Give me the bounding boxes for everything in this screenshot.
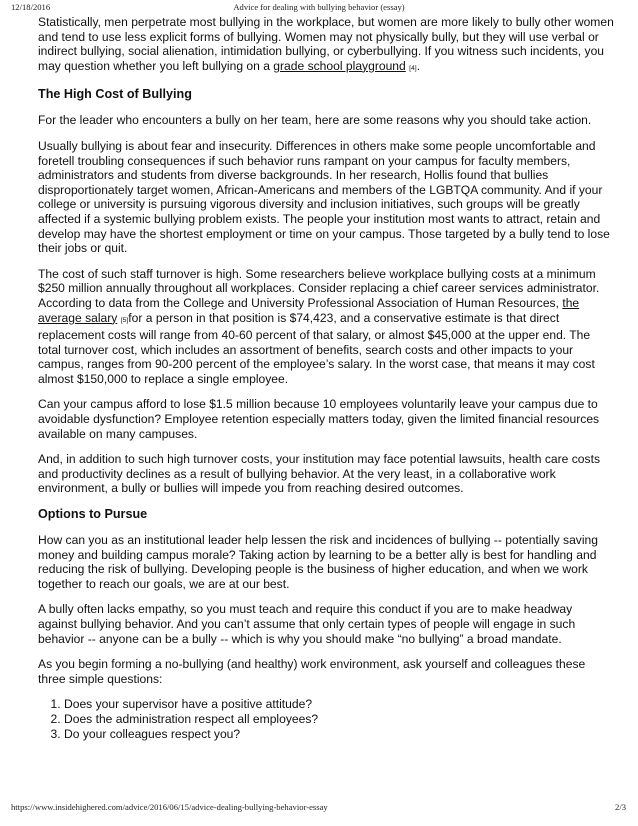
page-number: 2/3: [615, 802, 626, 812]
paragraph-institutional-leader: How can you as an institutional leader help lessen the risk and incidences of bullying -- potentially saving money and building campus morale? Taking action by learning to be a better ally is best for handling and reducing the risk of bullying. Developing people is the business of higher education, and when we work together to reach our goals, we are at our best.: [38, 533, 598, 591]
paragraph-empathy: A bully often lacks empathy, so you must teach and require this conduct if you are to make headway against bullying behavior. And you can’t assume that only certain types of people will engage in such behavior -- anyone can be a bully -- which is why you should make “no bullying” a broad mandate.: [38, 602, 576, 646]
print-footer: [0, 802, 638, 816]
link-average-salary[interactable]: the average salary: [38, 295, 580, 325]
list-item: 1. Does your supervisor have a positive attitude?: [64, 697, 614, 712]
reference-marker: [5]: [120, 316, 129, 324]
questions-list: [38, 697, 614, 741]
print-header: [0, 2, 638, 16]
heading-high-cost: The High Cost of Bullying: [38, 87, 192, 102]
page-url: https://www.insidehighered.com/advice/2016/06/15/advice-dealing-bullying-behavior-essay: [11, 802, 328, 812]
print-title: Advice for dealing with bullying behavior (essay): [233, 2, 405, 12]
print-date: 12/18/2016: [11, 2, 51, 12]
paragraph-text-end: for a person in that position is $74,423, and a conservative estimate is that direct replacement costs will range from 40-60 percent of that salary, or almost $45,000 at the upper end. The total turnover cost, which includes an assortment of benefits, search costs and other impacts to your campus, ranges from 90-200 percent of the employee’s salary. In the worst case, that means it may cost almost $150,000 to replace a single employee.: [38, 310, 595, 386]
paragraph-leader: For the leader who encounters a bully on her team, here are some reasons why you should take action.: [38, 113, 592, 128]
list-item: 2. Does the administration respect all employees?: [64, 712, 614, 727]
paragraph-campus-afford: Can your campus afford to lose $1.5 million because 10 employees voluntarily leave your campus due to avoidable dysfunction? Employee retention especially matters today, given the limited financial resources available on many campuses.: [38, 397, 600, 441]
paragraph-questions-intro: As you begin forming a no-bullying (and healthy) work environment, ask yourself and colleagues these three simple questions:: [38, 657, 586, 686]
paragraph-text: Statistically, men perpetrate most bullying in the workplace, but women are more likely to bully other women and tend to use less explicit forms of bullying. Women may not physically bully, but they will use verbal or indirect bullying, social alienation, intimidation bullying, or cyberbullying. If you witness such incidents, you may question whether you left bullying on a: [38, 15, 614, 73]
paragraph-text: The cost of such staff turnover is high. Some researchers believe workplace bullying costs at a minimum $250 million annually throughout all workplaces. Consider replacing a chief career services administrator. According to data from the College and University Professional Association of Human Resources,: [38, 266, 600, 310]
paragraph-text-end: .: [416, 58, 421, 73]
paragraph-lawsuits: And, in addition to such high turnover costs, your institution may face potential lawsuits, health care costs and productivity declines as a result of bullying behavior. At the very least, in a collaborative work environment, a bully or bullies will impede you from reaching desired outcomes.: [38, 452, 600, 496]
reference-marker: [4]: [409, 64, 417, 72]
article-body: [38, 15, 614, 741]
paragraph-fear-insecurity: Usually bullying is about fear and insecurity. Differences in others make some people uncomfortable and foretell troubling consequences if such behavior runs rampant on your campus for faculty members, administrators and students from diverse backgrounds. In her research, Hollis found that bullies disproportionately target women, African-Americans and members of the LGBTQA community. And if your college or university is pursuing vigorous diversity and inclusion initiatives, such groups will be greatly affected if a systemic bullying problem exists. The people your institution most wants to attract, retain and develop may have the shortest employment or time on your campus. Those targeted by a bully tend to lose their jobs or quit.: [38, 138, 610, 256]
list-item: 3. Do your colleagues respect you?: [64, 727, 614, 742]
paragraph-turnover-cost: [38, 267, 614, 387]
heading-options: Options to Pursue: [38, 507, 148, 522]
paragraph-women-bullying: [38, 15, 614, 76]
link-grade-school-playground[interactable]: grade school playground: [273, 58, 406, 73]
